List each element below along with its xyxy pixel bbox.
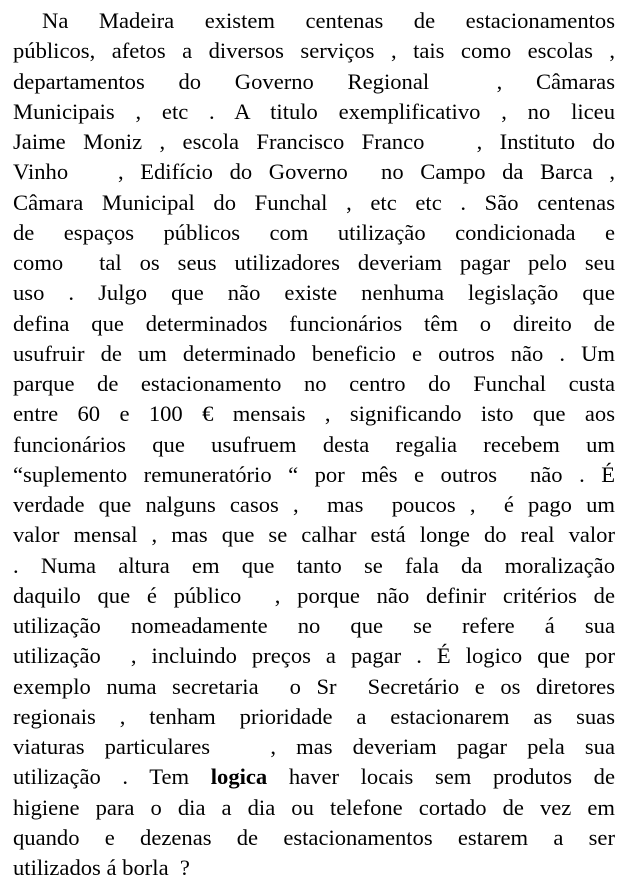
- paragraph-line: defina que determinados funcionários têm o direito de: [13, 310, 615, 336]
- paragraph-line: [13, 762, 615, 792]
- paragraph-line: regionais , tenham prioridade a estacionarem as suas: [13, 703, 615, 729]
- paragraph-line: públicos, afetos a diversos serviços , tais como escolas ,: [13, 38, 615, 64]
- paragraph-line: . Numa altura em que tanto se fala da moralização: [13, 552, 615, 578]
- paragraph-line: valor mensal , mas que se calhar está longe do real valor: [13, 522, 615, 548]
- paragraph-line: exemplo numa secretaria o Sr Secretário e os diretores: [13, 673, 615, 699]
- paragraph-line: Na Madeira existem centenas de estacionamentos: [42, 8, 615, 33]
- paragraph-line: “suplemento remuneratório “ por mês e outros não . É: [13, 461, 615, 487]
- paragraph-line: funcionários que usufruem desta regalia recebem um: [13, 431, 615, 457]
- paragraph-line: daquilo que é público , porque não definir critérios de: [13, 582, 615, 608]
- paragraph-line: usufruir de um determinado beneficio e outros não . Um: [13, 340, 615, 366]
- paragraph-line: verdade que nalguns casos , mas poucos , é pago um: [13, 492, 615, 517]
- paragraph-line: departamentos do Governo Regional , Câmaras: [13, 68, 615, 94]
- paragraph-line: parque de estacionamento no centro do Funchal custa: [13, 371, 615, 396]
- paragraph-last-line: utilizados á borla ?: [13, 855, 190, 880]
- paragraph-line: viaturas particulares , mas deveriam pagar pela sua: [13, 734, 615, 759]
- text-run: utilização . Tem: [13, 764, 211, 790]
- paragraph-line: entre 60 e 100 € mensais , significando isto que aos: [13, 401, 615, 427]
- paragraph-line: utilização , incluindo preços a pagar . É logico que por: [13, 643, 615, 669]
- paragraph-line: higiene para o dia a dia ou telefone cortado de vez em: [13, 794, 615, 820]
- paragraph-line: Vinho , Edifício do Governo no Campo da Barca ,: [13, 159, 615, 185]
- paragraph-line: como tal os seus utilizadores deveriam pagar pelo seu: [13, 250, 615, 275]
- paragraph-line: Municipais , etc . A titulo exemplificativo , no liceu: [13, 98, 615, 124]
- paragraph-line: de espaços públicos com utilização condicionada e: [13, 219, 615, 245]
- paragraph-line: Câmara Municipal do Funchal , etc etc . São centenas: [13, 189, 615, 215]
- paragraph-line: uso . Julgo que não existe nenhuma legislação que: [13, 280, 615, 306]
- paragraph-line: quando e dezenas de estacionamentos estarem a ser: [13, 824, 615, 850]
- paragraph-line: utilização nomeadamente no que se refere á sua: [13, 613, 615, 638]
- bold-word: logica: [210, 764, 268, 790]
- paragraph-line: Jaime Moniz , escola Francisco Franco , Instituto do: [13, 129, 615, 154]
- text-run: haver locais sem produtos de: [267, 764, 615, 790]
